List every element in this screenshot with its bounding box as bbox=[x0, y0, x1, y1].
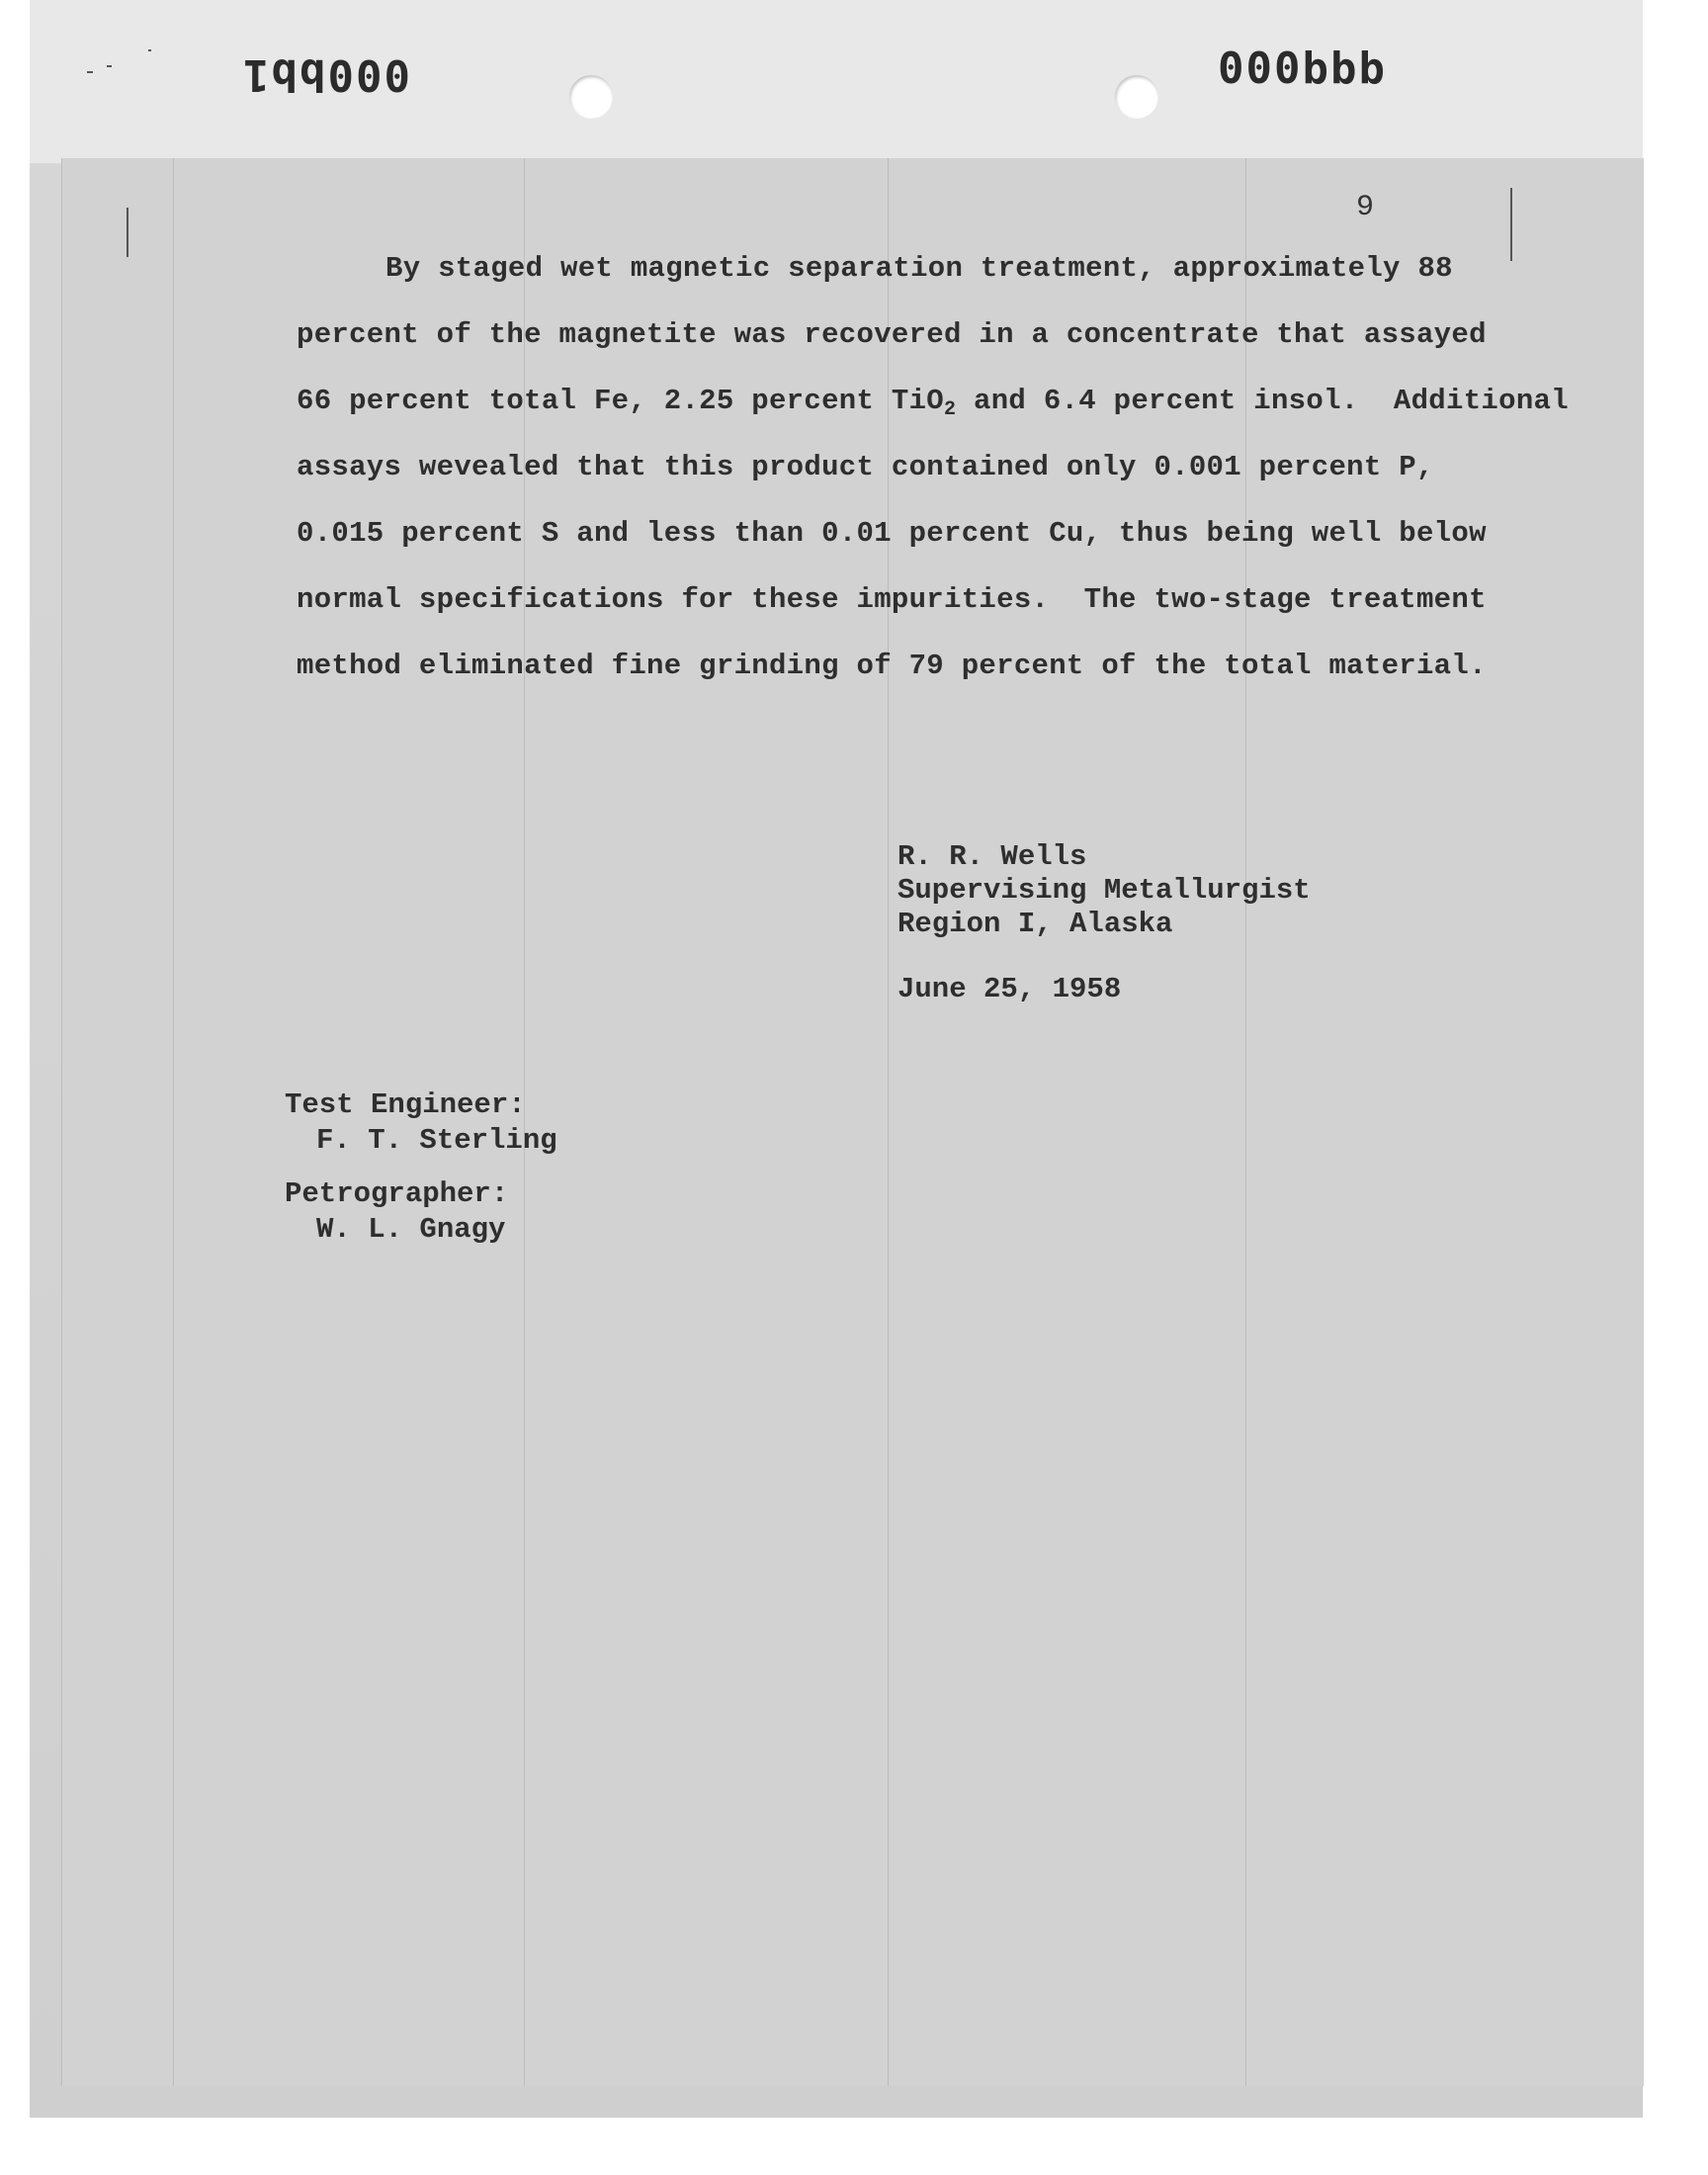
margin-mark-left bbox=[127, 208, 128, 257]
credits-block bbox=[285, 1088, 557, 1248]
paragraph-line: method eliminated fine grinding of 79 percent of the total material. bbox=[297, 650, 1487, 682]
card-number-stamp-right: 000bbb bbox=[1218, 44, 1387, 94]
body-paragraph bbox=[297, 235, 1569, 699]
card-number-stamp-left: 000bb1 bbox=[241, 49, 410, 100]
signer-name: R. R. Wells bbox=[897, 840, 1087, 873]
corner-dot bbox=[148, 49, 151, 51]
paragraph-line: normal specifications for these impurities. The two-stage treatment bbox=[297, 583, 1487, 616]
formula-text-before: 66 percent total Fe, 2.25 percent TiO bbox=[297, 385, 945, 417]
paragraph-line: 0.015 percent S and less than 0.01 percent Cu, thus being well below bbox=[297, 517, 1487, 550]
signature-block bbox=[897, 840, 1311, 1006]
signer-region: Region I, Alaska bbox=[897, 908, 1173, 940]
punch-hole-left bbox=[569, 75, 613, 119]
signer-title: Supervising Metallurgist bbox=[897, 874, 1311, 907]
paragraph-line-with-formula bbox=[297, 368, 1569, 434]
test-engineer-name: F. T. Sterling bbox=[316, 1124, 557, 1157]
punch-hole-right bbox=[1115, 75, 1158, 119]
page-number: 9 bbox=[1356, 191, 1375, 224]
formula-subscript: 2 bbox=[944, 398, 957, 421]
test-engineer-label: Test Engineer: bbox=[285, 1088, 526, 1121]
paragraph-line: By staged wet magnetic separation treatment, approximately 88 bbox=[385, 252, 1453, 285]
paragraph-line: assays wevealed that this product contained only 0.001 percent P, bbox=[297, 451, 1434, 483]
corner-dot bbox=[107, 65, 112, 67]
credits-spacer bbox=[285, 1159, 557, 1176]
document-date: June 25, 1958 bbox=[897, 973, 1122, 1005]
scan-streak bbox=[173, 158, 174, 2086]
corner-dot bbox=[87, 71, 93, 73]
formula-text-after: and 6.4 percent insol. Additional bbox=[956, 385, 1569, 417]
petrographer-name: W. L. Gnagy bbox=[316, 1213, 506, 1246]
paragraph-line: percent of the magnetite was recovered in a concentrate that assayed bbox=[297, 318, 1487, 351]
petrographer-label: Petrographer: bbox=[285, 1177, 509, 1210]
